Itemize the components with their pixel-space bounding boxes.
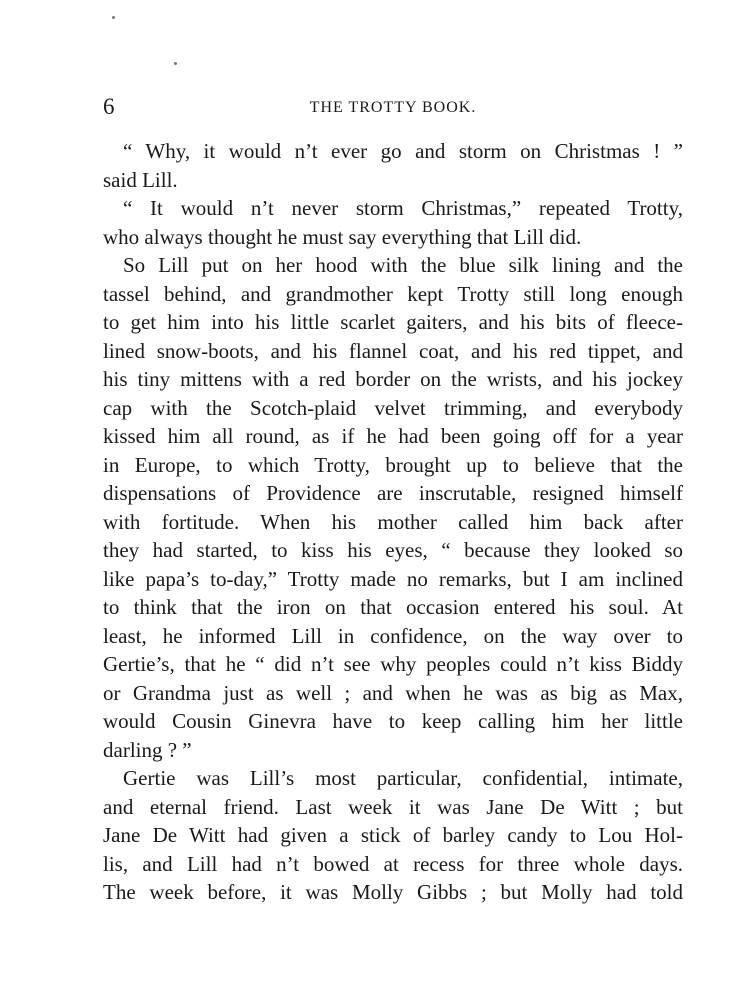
- text-line: kissed him all round, as if he had been going off for a year: [103, 424, 683, 448]
- text-line: cap with the Scotch-plaid velvet trimming, and everybody: [103, 395, 683, 420]
- running-title: THE TROTTY BOOK.: [309, 99, 477, 116]
- text-line: lis, and Lill had n’t bowed at recess for three whole days.: [103, 851, 683, 876]
- ink-speck: [112, 16, 115, 19]
- ink-speck: [174, 62, 177, 65]
- text-line: said Lill.: [103, 167, 178, 192]
- text-line: The week before, it was Molly Gibbs ; but Molly had told: [103, 880, 683, 904]
- text-line: dispensations of Providence are inscrutable, resigned himself: [103, 481, 683, 505]
- text-line: Jane De Witt had given a stick of barley candy to Lou Hol-: [103, 823, 683, 847]
- text-line: Gertie was Lill’s most particular, confidential, intimate,: [123, 766, 683, 790]
- body-text: [103, 137, 683, 907]
- text-line: to think that the iron on that occasion entered his soul. At: [103, 595, 683, 619]
- text-line: least, he informed Lill in confidence, on the way over to: [103, 623, 683, 648]
- paragraph: [103, 251, 683, 764]
- paragraph: [103, 194, 683, 251]
- text-line: or Grandma just as well ; and when he was as big as Max,: [103, 680, 683, 705]
- page-number: 6: [103, 94, 115, 119]
- page-header: [103, 93, 683, 123]
- text-line: “ It would n’t never storm Christmas,” repeated Trotty,: [123, 196, 683, 220]
- text-line: in Europe, to which Trotty, brought up to believe that the: [103, 452, 683, 477]
- text-line: they had started, to kiss his eyes, “ because they looked so: [103, 538, 683, 562]
- text-line: tassel behind, and grandmother kept Trotty still long enough: [103, 281, 683, 306]
- text-line: to get him into his little scarlet gaiters, and his bits of fleece-: [103, 310, 683, 334]
- text-line: would Cousin Ginevra have to keep calling him her little: [103, 709, 683, 733]
- text-line: and eternal friend. Last week it was Jane De Witt ; but: [103, 794, 683, 819]
- text-line: like papa’s to-day,” Trotty made no remarks, but I am inclined: [103, 566, 683, 591]
- text-line: who always thought he must say everything that Lill did.: [103, 224, 582, 249]
- text-line: “ Why, it would n’t ever go and storm on Christmas ! ”: [123, 139, 683, 163]
- text-line: So Lill put on her hood with the blue silk lining and the: [123, 253, 683, 277]
- paragraph: [103, 764, 683, 907]
- text-line: with fortitude. When his mother called him back after: [103, 509, 683, 534]
- text-line: lined snow-boots, and his flannel coat, and his red tippet, and: [103, 338, 683, 363]
- text-line: his tiny mittens with a red border on the wrists, and his jockey: [103, 367, 683, 391]
- text-line: darling ? ”: [103, 737, 192, 762]
- paragraph: [103, 137, 683, 194]
- text-line: Gertie’s, that he “ did n’t see why peoples could n’t kiss Biddy: [103, 652, 683, 676]
